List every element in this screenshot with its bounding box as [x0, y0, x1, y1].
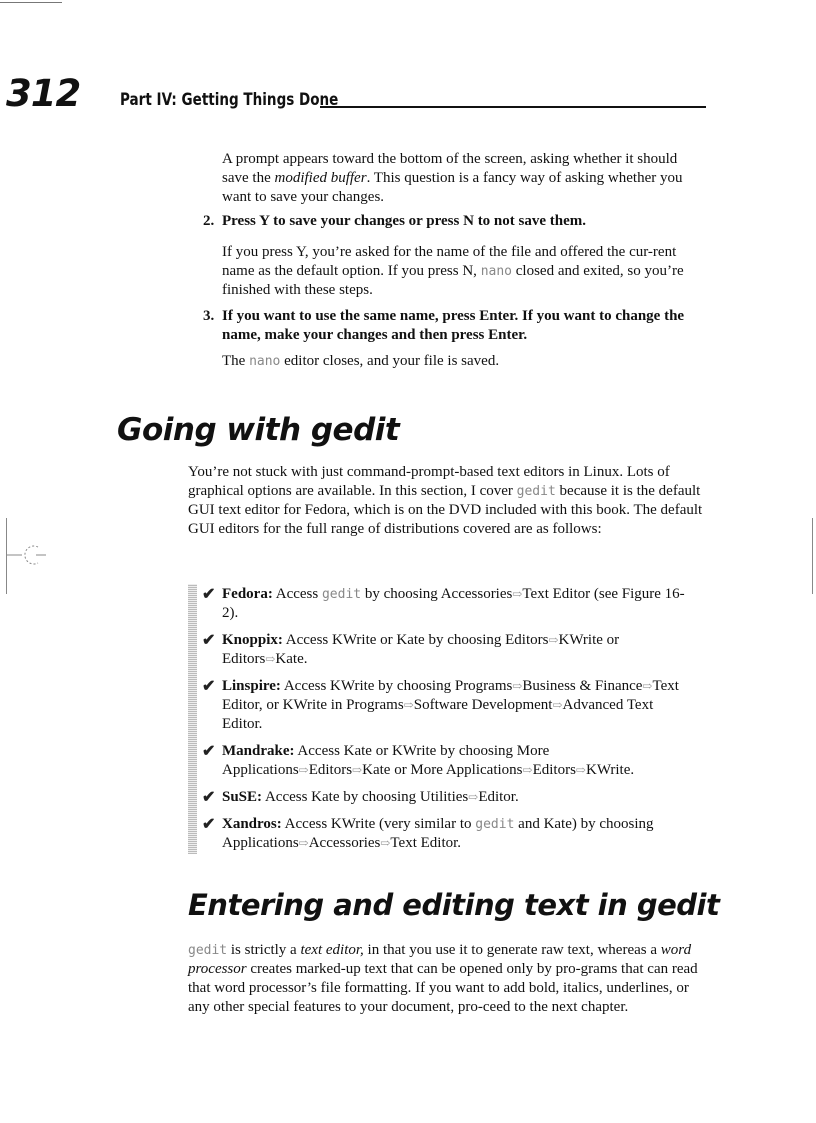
menu-arrow-icon: ⇨	[265, 652, 276, 666]
section-paragraph: You’re not stuck with just command-prompt-based text editors in Linux. Lots of graphical options are available. In this section, I cover gedit because it is the default GUI text editor for Fedora, which is on the DVD included with this book. The default GUI editors for the full range of distributions covered are as follows:	[188, 464, 703, 537]
step-number: 2.	[203, 213, 215, 229]
menu-arrow-icon: ⇨	[575, 763, 586, 777]
checkmark-icon: ✔	[202, 586, 216, 603]
checkmark-icon: ✔	[202, 789, 216, 806]
list-item: Fedora: Access gedit by choosing Accessories⇨Text Editor (see Figure 16-2).	[222, 586, 685, 621]
crop-mark	[0, 2, 62, 3]
menu-arrow-icon: ⇨	[512, 679, 523, 693]
list-item: Linspire: Access KWrite by choosing Programs⇨Business & Finance⇨Text Editor, or KWrite in Programs⇨Software Development⇨Advanced Text Editor.	[222, 678, 679, 732]
list-item: Knoppix: Access KWrite or Kate by choosing Editors⇨KWrite or Editors⇨Kate.	[222, 632, 620, 667]
running-header	[0, 72, 816, 116]
menu-arrow-icon: ⇨	[380, 836, 391, 850]
page-number: 312	[6, 72, 81, 115]
menu-arrow-icon: ⇨	[548, 633, 559, 647]
list-item: Mandrake: Access Kate or KWrite by choosing More Applications⇨Editors⇨Kate or More Applications⇨Editors⇨KWrite.	[222, 743, 635, 778]
step-detail: The nano editor closes, and your file is saved.	[222, 353, 500, 369]
intro-paragraph: A prompt appears toward the bottom of the screen, asking whether it should save the modified buffer. This question is a fancy way of asking whether you want to save your changes.	[222, 151, 683, 205]
subsection-paragraph: gedit is strictly a text editor, in that you use it to generate raw text, whereas a word processor creates marked-up text that can be opened only by pro-grams that can read that word processor’s file formatting. If you want to add bold, italics, underlines, or any other special features to your document, pro-ceed to the next chapter.	[188, 942, 698, 1015]
menu-arrow-icon: ⇨	[642, 679, 653, 693]
step-detail: If you press Y, you’re asked for the name of the file and offered the cur-rent name as the default option. If you press N, nano closed and exited, so you’re finished with these steps.	[222, 244, 684, 298]
checkmark-icon: ✔	[202, 632, 216, 649]
checkmark-icon: ✔	[202, 816, 216, 833]
step-number: 3.	[203, 308, 215, 324]
step-instruction: If you want to use the same name, press Enter. If you want to change the name, make your changes and then press Enter.	[222, 308, 685, 343]
registration-mark	[2, 540, 48, 570]
checkmark-icon: ✔	[202, 743, 216, 760]
menu-arrow-icon: ⇨	[512, 587, 523, 601]
checkmark-icon: ✔	[202, 678, 216, 695]
step-instruction: Press Y to save your changes or press N to not save them.	[222, 213, 587, 229]
section-heading: Going with gedit	[117, 412, 400, 448]
header-rule	[320, 106, 706, 108]
menu-arrow-icon: ⇨	[403, 698, 414, 712]
list-item: Xandros: Access KWrite (very similar to gedit and Kate) by choosing Applications⇨Accessories⇨Text Editor.	[222, 816, 654, 851]
subsection-heading: Entering and editing text in gedit	[188, 888, 720, 922]
menu-arrow-icon: ⇨	[468, 790, 479, 804]
menu-arrow-icon: ⇨	[298, 763, 309, 777]
menu-arrow-icon: ⇨	[298, 836, 309, 850]
menu-arrow-icon: ⇨	[552, 698, 563, 712]
list-item: SuSE: Access Kate by choosing Utilities⇨Editor.	[222, 789, 519, 805]
menu-arrow-icon: ⇨	[352, 763, 363, 777]
list-bar	[188, 584, 197, 854]
menu-arrow-icon: ⇨	[522, 763, 533, 777]
running-title: Part IV: Getting Things Done	[120, 90, 339, 109]
side-crop-mark	[812, 518, 813, 594]
